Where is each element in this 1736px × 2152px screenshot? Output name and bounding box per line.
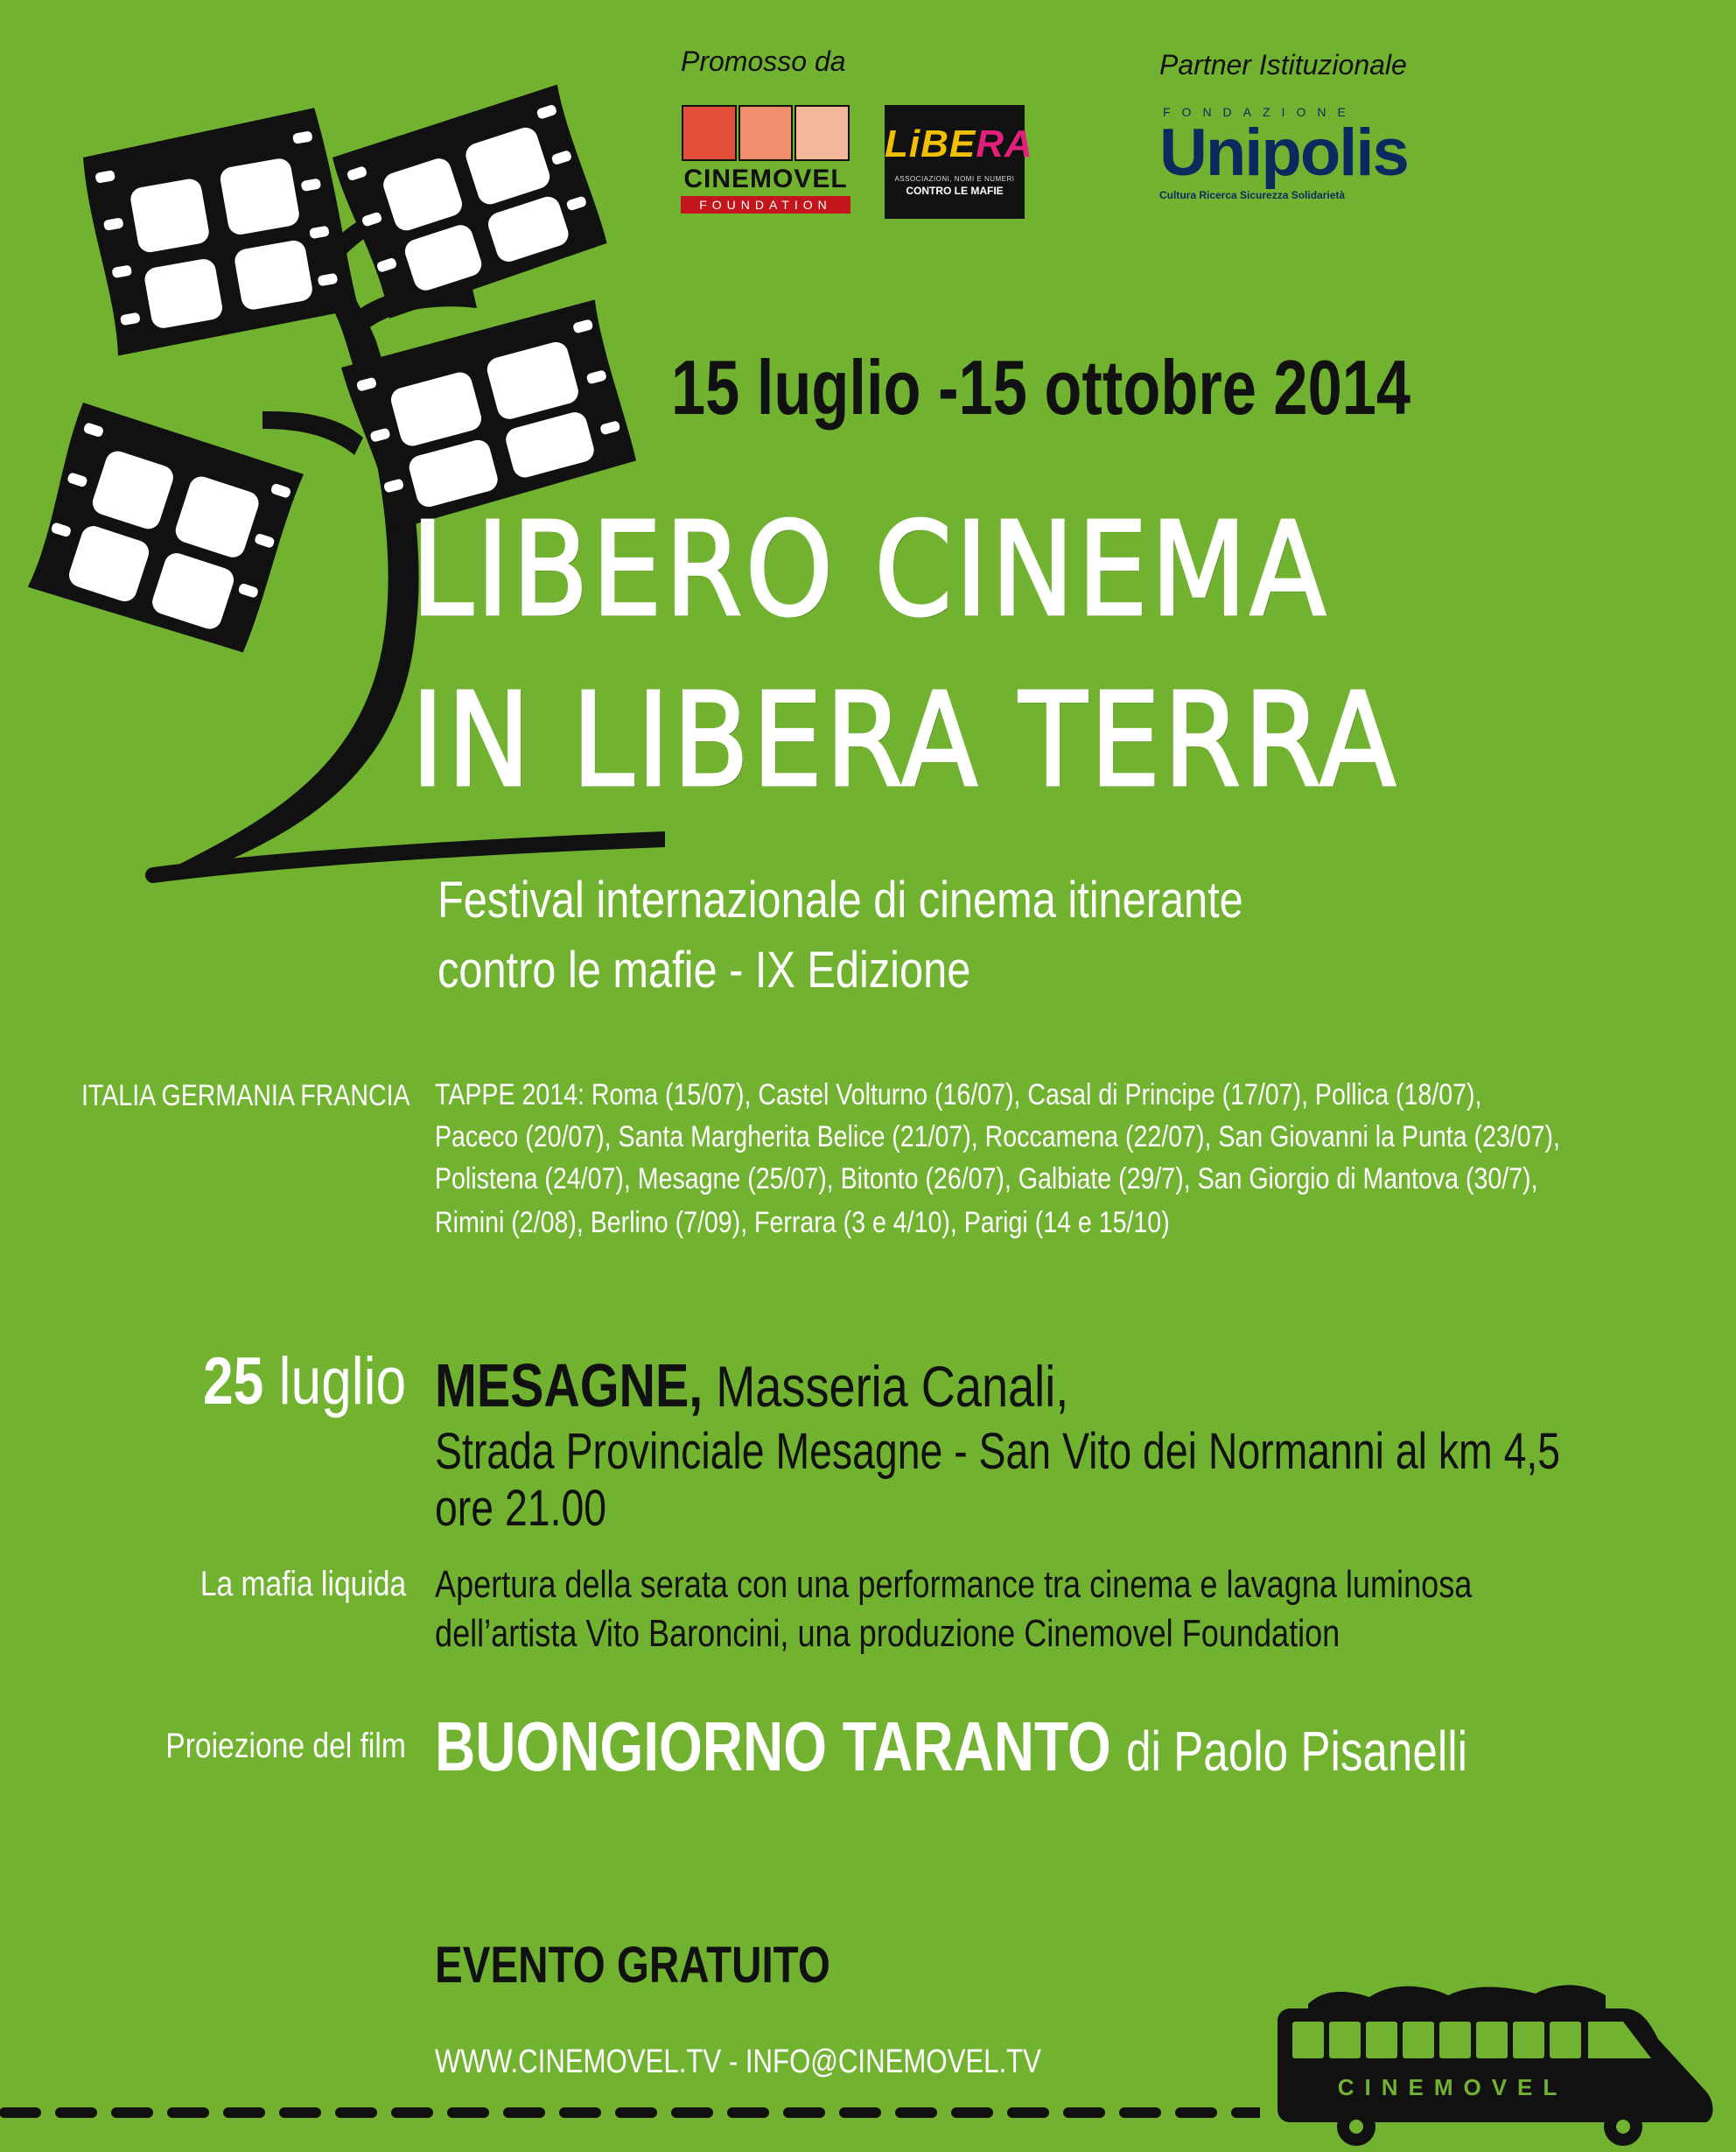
dashed-road-line [0,2104,1260,2121]
tappe-line-3: Polistena (24/07), Mesagne (25/07), Bitonto (26/07), Galbiate (29/7), San Giorgio di Mantova (30/7), [435,1162,1538,1195]
running-figures-icon [681,105,850,161]
cinemovel-foundation-logo [681,105,850,219]
cinemovel-logo-sub: FOUNDATION [681,196,850,214]
opening-description-line-1: Apertura della serata con una performance tra cinema e lavagna luminosa [435,1563,1473,1606]
event-date: 25 luglio [202,1344,406,1419]
cinemovel-logo-name: CINEMOVEL [683,165,848,193]
title-line-1: LIBERO CINEMA [411,494,1329,645]
unipolis-foundation-logo [1159,105,1408,219]
tappe-line-1: TAPPE 2014: Roma (15/07), Castel Volturno (16/07), Casal di Principe (17/07), Pollica (18/07), [435,1078,1482,1111]
unipolis-logo-fondazione: FONDAZIONE [1163,105,1357,119]
festival-dates: 15 luglio -15 ottobre 2014 [671,344,1411,431]
cinemovel-bus-icon [1273,1960,1719,2148]
libera-logo-sub1: ASSOCIAZIONI, NOMI E NUMERI [894,175,1015,183]
subtitle-line-1: Festival internazionale di cinema itinerante [438,872,1243,929]
bus-label: CINEMOVEL [1337,2074,1568,2100]
event-venue: MESAGNE, Masseria Canali, [435,1351,1069,1419]
event-address: Strada Provinciale Mesagne - San Vito dei Normanni al km 4,5 [435,1423,1561,1480]
tappe-line-4: Rimini (2/08), Berlino (7/09), Ferrara (3 e 4/10), Parigi (14 e 15/10) [435,1206,1170,1239]
libera-logo-name: LiBERA [885,123,1033,165]
countries-label: ITALIA GERMANIA FRANCIA [81,1079,410,1112]
libera-logo-sub2: CONTRO LE MAFIE [906,185,1004,197]
tappe-label: TAPPE 2014: [435,1078,584,1111]
unipolis-logo-tagline: Cultura Ricerca Sicurezza Solidarietà [1159,189,1346,201]
opening-description-line-2: dell’artista Vito Baroncini, una produzione Cinemovel Foundation [435,1612,1340,1655]
subtitle-line-2: contro le mafie - IX Edizione [438,942,971,999]
event-city: MESAGNE, [435,1351,704,1419]
libera-logo [885,105,1033,219]
free-event-label: EVENTO GRATUITO [435,1937,830,1994]
unipolis-logo-name: Unipolis [1159,116,1408,190]
promoted-by-label: Promosso da [681,46,846,77]
tappe-line-2: Paceco (20/07), Santa Margherita Belice (21/07), Roccamena (22/07), San Giovanni la Punta (23/07), [435,1120,1560,1153]
event-time: ore 21.00 [435,1480,607,1537]
title-line-2: IN LIBERA TERRA [411,665,1399,816]
film-title: BUONGIORNO TARANTO di Paolo Pisanelli [435,1707,1467,1785]
contacts-link[interactable]: WWW.CINEMOVEL.TV - INFO@CINEMOVEL.TV [435,2043,1041,2080]
institutional-partner-label: Partner Istituzionale [1159,49,1407,81]
film-label: Proiezione del film [165,1727,406,1765]
opening-label: La mafia liquida [200,1565,406,1603]
